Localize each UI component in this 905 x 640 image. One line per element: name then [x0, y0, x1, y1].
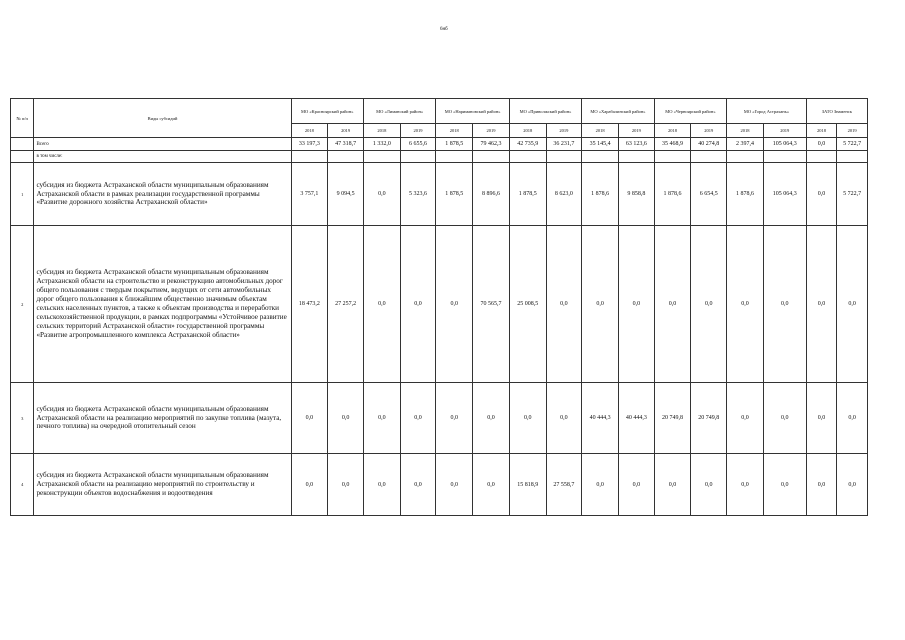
- year-header: 2019: [400, 124, 436, 138]
- table-cell: 42 735,9: [509, 138, 546, 151]
- table-cell: 0,0: [436, 454, 473, 516]
- year-header: 2019: [546, 124, 582, 138]
- row-description: субсидия из бюджета Астраханской области муниципальным образованиям Астраханской области в рамках реализации государственной программы «Развитие дорожного хозяйства Астраханской области»: [34, 163, 291, 226]
- table-cell: 0,0: [806, 138, 837, 151]
- totals-label: Всего: [34, 138, 291, 151]
- type-header: Виды субсидий: [34, 99, 291, 138]
- year-header: 2018: [806, 124, 837, 138]
- table-cell: 27 558,7: [546, 454, 582, 516]
- district-header: МО «Лиманский район»: [363, 99, 435, 124]
- table-cell: 0,0: [363, 226, 400, 383]
- table-cell: 0,0: [837, 454, 868, 516]
- district-header: МО «Харабалинский район»: [582, 99, 654, 124]
- table-cell: 0,0: [837, 226, 868, 383]
- row-number: 2: [11, 226, 34, 383]
- table-cell: 27 257,2: [328, 226, 364, 383]
- table-cell: 105 064,3: [763, 163, 806, 226]
- table-cell: 20 749,8: [691, 383, 727, 454]
- table-cell: 0,0: [806, 226, 837, 383]
- table-cell: 0,0: [727, 454, 764, 516]
- year-header: 2018: [654, 124, 691, 138]
- table-cell: 0,0: [727, 383, 764, 454]
- table-cell: 0,0: [328, 383, 364, 454]
- table-cell: 0,0: [727, 226, 764, 383]
- row-description: субсидия из бюджета Астраханской области муниципальным образованиям Астраханской области на реализацию мероприятий по строительству и реконструкции объектов водоснабжения и водоотведения: [34, 454, 291, 516]
- table-cell: 0,0: [546, 226, 582, 383]
- table-cell: 105 064,3: [763, 138, 806, 151]
- table-cell: 70 565,7: [473, 226, 510, 383]
- table-cell: 1 878,5: [436, 138, 473, 151]
- year-header: 2019: [763, 124, 806, 138]
- table-cell: 0,0: [473, 454, 510, 516]
- table-cell: 0,0: [473, 383, 510, 454]
- table-cell: 0,0: [691, 454, 727, 516]
- table-cell: 3 757,1: [291, 163, 328, 226]
- table-cell: 63 123,6: [618, 138, 654, 151]
- table-cell: 5 323,6: [400, 163, 436, 226]
- table-cell: 35 468,9: [654, 138, 691, 151]
- table-cell: 47 318,7: [328, 138, 364, 151]
- table-cell: 0,0: [400, 383, 436, 454]
- table-cell: 9 094,5: [328, 163, 364, 226]
- table-cell: 0,0: [691, 226, 727, 383]
- table-cell: 0,0: [763, 226, 806, 383]
- table-cell: 0,0: [363, 383, 400, 454]
- num-header: № п/п: [11, 99, 34, 138]
- district-header: МО «Приволжский район»: [509, 99, 581, 124]
- table-cell: 0,0: [509, 383, 546, 454]
- district-header: МО «Черноярский район»: [654, 99, 726, 124]
- table-cell: 0,0: [291, 383, 328, 454]
- table-cell: 20 749,8: [654, 383, 691, 454]
- year-header: 2019: [691, 124, 727, 138]
- table-cell: 6 655,6: [400, 138, 436, 151]
- table-cell: 15 818,9: [509, 454, 546, 516]
- table-cell: 40 444,3: [618, 383, 654, 454]
- table-cell: 0,0: [837, 383, 868, 454]
- table-cell: 0,0: [806, 454, 837, 516]
- year-header: 2018: [509, 124, 546, 138]
- table-cell: 40 274,8: [691, 138, 727, 151]
- table-cell: 0,0: [806, 383, 837, 454]
- district-header: МО «Город Астрахань»: [727, 99, 807, 124]
- table-cell: 1 878,6: [654, 163, 691, 226]
- row-description: субсидия из бюджета Астраханской области муниципальным образованиям Астраханской области на строительство и реконструкцию автомобильных дорог общего пользования с твердым покрытием, ведущих от сети автомобильных дорог общего пользования к ближайшим общественно значимым объектам сельских населенных пунктов, а также к объектам производства и переработки сельскохозяйственной продукции, в рамках подпрограммы «Устойчивое развитие сельских территорий Астраханской области» государственной программы «Развитие агропромышленного комплекса Астраханской области»: [34, 226, 291, 383]
- year-header: 2018: [582, 124, 619, 138]
- district-header: МО «Наримановский район»: [436, 99, 509, 124]
- table-cell: 0,0: [363, 454, 400, 516]
- year-header: 2019: [618, 124, 654, 138]
- table-cell: 0,0: [363, 163, 400, 226]
- table-cell: 0,0: [582, 454, 619, 516]
- page-number: 6нб: [440, 27, 448, 32]
- table-cell: 0,0: [328, 454, 364, 516]
- year-header: 2019: [473, 124, 510, 138]
- table-cell: 8 896,6: [473, 163, 510, 226]
- including-row: [11, 151, 868, 163]
- row-number: 3: [11, 383, 34, 454]
- table-cell: 0,0: [763, 454, 806, 516]
- table-cell: 8 623,0: [546, 163, 582, 226]
- table-cell: 1 332,0: [363, 138, 400, 151]
- table-cell: 1 878,6: [727, 163, 764, 226]
- table-cell: 0,0: [436, 226, 473, 383]
- table-cell: 36 231,7: [546, 138, 582, 151]
- table-cell: 5 722,7: [837, 138, 868, 151]
- row-number: 1: [11, 163, 34, 226]
- year-header: 2018: [363, 124, 400, 138]
- table-cell: 33 197,3: [291, 138, 328, 151]
- table-cell: 0,0: [291, 454, 328, 516]
- table-cell: 0,0: [546, 383, 582, 454]
- table-cell: 5 722,7: [837, 163, 868, 226]
- table-row: [11, 383, 868, 454]
- table-cell: 1 878,5: [509, 163, 546, 226]
- table-cell: 6 654,5: [691, 163, 727, 226]
- table-cell: 1 878,5: [436, 163, 473, 226]
- table-cell: 25 008,5: [509, 226, 546, 383]
- table-cell: 0,0: [436, 383, 473, 454]
- year-header: 2018: [436, 124, 473, 138]
- table-cell: 0,0: [618, 226, 654, 383]
- table-cell: 0,0: [806, 163, 837, 226]
- table-row: [11, 226, 868, 383]
- table-cell: 40 444,3: [582, 383, 619, 454]
- district-header: ЗАТО Знаменск: [806, 99, 867, 124]
- row-description: субсидия из бюджета Астраханской области муниципальным образованиям Астраханской области на реализацию мероприятий по закупке топлива (мазута, печного топлива) на очередной отопительный сезон: [34, 383, 291, 454]
- table-cell: 1 878,6: [582, 163, 619, 226]
- table-cell: 0,0: [400, 454, 436, 516]
- table-cell: 0,0: [618, 454, 654, 516]
- table-cell: 0,0: [763, 383, 806, 454]
- table-row: [11, 163, 868, 226]
- table-cell: 18 473,2: [291, 226, 328, 383]
- row-number: 4: [11, 454, 34, 516]
- including-label: в том числе:: [34, 151, 291, 163]
- subsidies-table: [10, 98, 868, 516]
- totals-row: [11, 138, 868, 151]
- year-header: 2019: [837, 124, 868, 138]
- table-cell: 79 462,3: [473, 138, 510, 151]
- year-header: 2018: [727, 124, 764, 138]
- year-header: 2018: [291, 124, 328, 138]
- table-cell: 0,0: [654, 226, 691, 383]
- table-cell: 0,0: [400, 226, 436, 383]
- table-cell: 0,0: [582, 226, 619, 383]
- table-cell: 0,0: [654, 454, 691, 516]
- table-cell: 2 397,4: [727, 138, 764, 151]
- year-header: 2019: [328, 124, 364, 138]
- district-header: МО «Красноярский район»: [291, 99, 363, 124]
- table-cell: 9 858,8: [618, 163, 654, 226]
- table-row: [11, 454, 868, 516]
- table-cell: 35 145,4: [582, 138, 619, 151]
